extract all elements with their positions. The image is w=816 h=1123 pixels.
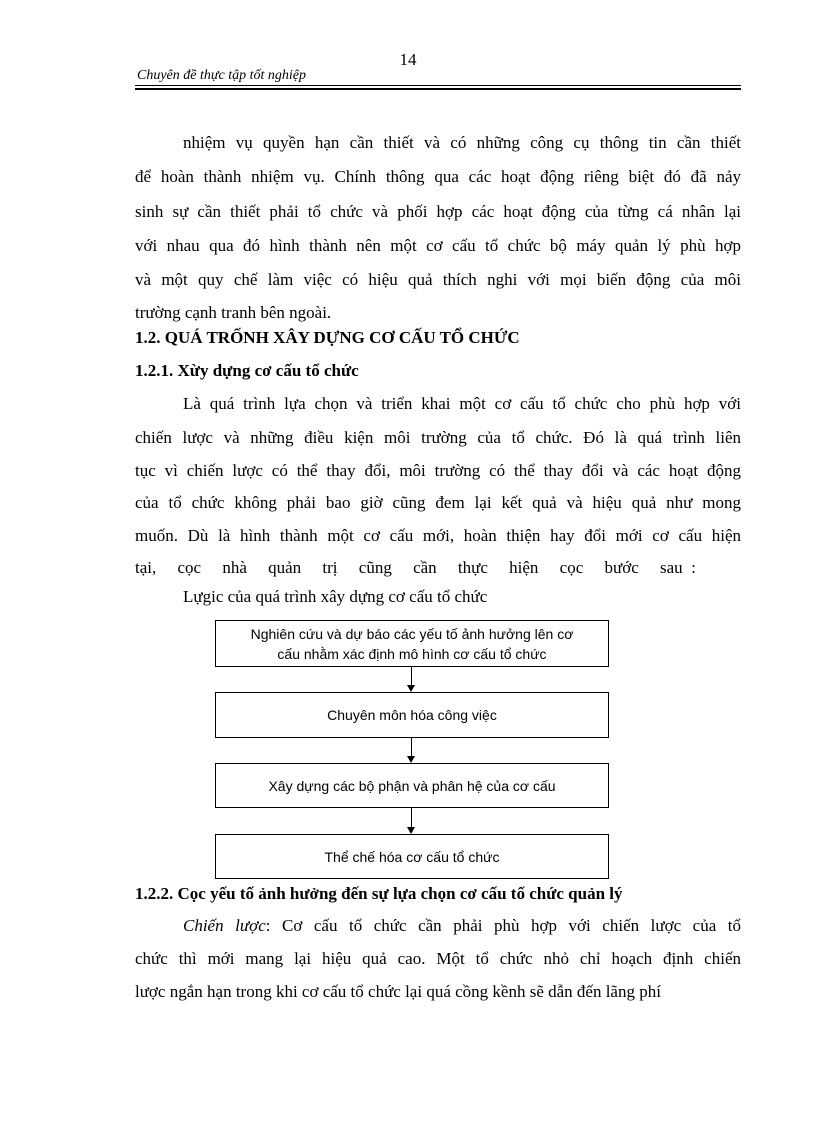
paragraph-line: chiến lược và những điều kiện môi trường của tổ chức. Đó là quá trình liên [135,428,741,447]
paragraph-text: : Cơ cấu tổ chức cần phải phù hợp với chiến lược của tổ [265,916,741,935]
paragraph-line: để hoàn thành nhiệm vụ. Chính thông qua các hoạt động riêng biệt đó đã nảy [135,167,741,186]
flow-step-text: Thể chế hóa cơ cấu tổ chức [324,848,500,865]
subsection-heading: 1.2.2. Cọc yếu tố ảnh hưởng đến sự lựa chọn cơ cấu tổ chức quản lý [135,884,623,903]
subsection-heading: 1.2.1. Xừy dựng cơ cấu tổ chức [135,361,359,380]
paragraph-line: nhiệm vụ quyền hạn cần thiết và có những công cụ thông tin cần thiết [183,133,741,152]
flow-arrow [411,667,413,692]
flow-caption: Lựgic của quá trình xây dựng cơ cấu tổ chức [183,587,488,606]
paragraph-line: tại, cọc nhà quản trị cũng cần thực hiện cọc bước sau : [135,558,696,577]
flow-step-2 [215,692,609,738]
flow-arrow [411,738,413,763]
header-rule-thick [135,88,741,90]
paragraph-line: lược ngắn hạn trong khi cơ cấu tổ chức lại quá cồng kềnh sẽ dẫn đến lãng phí [135,982,661,1001]
paragraph-line: trường cạnh tranh bên ngoài. [135,303,332,322]
paragraph-line: của tổ chức không phải bao giờ cũng đem lại kết quả và hiệu quả như mong [135,493,741,512]
flow-step-text: Nghiên cứu và dự báo các yếu tố ảnh hưởng lên cơ [250,625,574,642]
flow-step-text: Xây dựng các bộ phận và phân hệ của cơ cấu [268,777,556,794]
header-rule [135,85,741,86]
section-heading: 1.2. QUÁ TRỐNH XÂY DỰNG CƠ CẤU TỔ CHỨC [135,328,520,347]
paragraph-line: với nhau qua đó hình thành nên một cơ cấu tổ chức bộ máy quản lý phù hợp [135,236,741,255]
paragraph-line: sinh sự cần thiết phải tổ chức và phối hợp các hoạt động của từng cá nhân lại [135,202,741,221]
italic-term: Chiến lược [183,916,266,935]
paragraph-line: chức thì mới mang lại hiệu quả cao. Một tổ chức nhỏ chỉ hoạch định chiến [135,949,741,968]
flow-step-4 [215,834,609,879]
flow-step-1 [215,620,609,667]
paragraph-line: Là quá trình lựa chọn và triển khai một cơ cấu tổ chức cho phù hợp với [183,394,741,413]
flow-step-3 [215,763,609,808]
flow-arrow [411,808,413,834]
flow-step-text: Chuyên môn hóa công việc [327,707,497,723]
page-number: 14 [399,50,417,69]
paragraph-line [183,915,741,937]
flow-step-text: cấu nhằm xác định mô hình cơ cấu tổ chức [277,645,547,662]
paragraph-line: tục vì chiến lược có thể thay đổi, môi trường có thể thay đổi và các hoạt động [135,461,741,480]
header-title: Chuyên đề thực tập tốt nghiệp [137,68,306,83]
paragraph-line: muốn. Dù là hình thành một cơ cấu mới, hoàn thiện hay đổi mới cơ cấu hiện [135,526,741,545]
paragraph-line: và một quy chế làm việc có hiệu quả thích nghi với mọi biến động của môi [135,270,741,289]
